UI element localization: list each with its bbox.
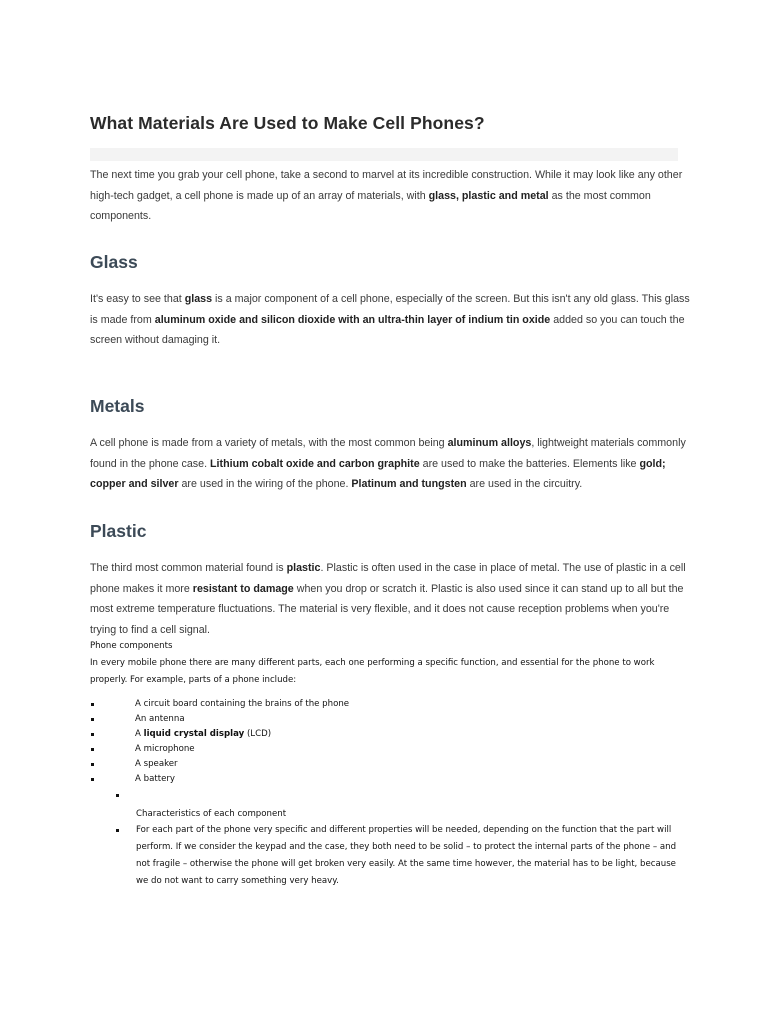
plastic-text-3: when you drop or scratch it. Plastic is also used since it can stand up to all but the most extreme temperature fluctuations. The material is very flexible, and it does not cause reception problems when you're trying to find a cell signal. [90,582,684,636]
square-bullet-icon [91,763,94,766]
metals-bold-4: Platinum and tungsten [351,478,467,490]
plastic-bold-1: plastic [286,562,321,574]
list-item-suffix: (LCD) [244,729,272,739]
list-item [0,742,700,757]
empty-sub-bullet-icon [116,794,119,797]
metals-text-1: A cell phone is made from a variety of metals, with the most common being [90,437,448,449]
list-item [0,772,700,787]
metals-heading: Metals [90,396,145,416]
list-item-label: A microphone [135,744,195,754]
metals-paragraph [90,433,690,495]
glass-text-2: is a major component of a cell phone, especially of the screen. But this isn't any old glass. This glass is made from [90,293,690,326]
list-item [0,697,700,712]
list-item-label [135,727,271,742]
square-bullet-icon [91,733,94,736]
list-item-label: An antenna [135,714,185,724]
list-item-prefix: A [135,729,144,739]
metals-bold-2: Lithium cobalt oxide and carbon graphite [210,457,420,470]
metals-bold-3: gold; copper and silver [90,457,666,490]
metals-bold-1: aluminum alloys [447,437,532,449]
intro-bold-1: glass, plastic and metal [428,189,549,202]
list-item-bold: liquid crystal display [143,729,245,739]
metals-text-5: are used in the circuitry. [466,478,583,490]
characteristics-heading: Characteristics of each component [136,809,287,819]
square-bullet-icon [116,829,119,832]
plastic-text-2: . Plastic is often used in the case in place of metal. The use of plastic in a cell phone makes it more [90,562,686,595]
list-item-label: A circuit board containing the brains of the phone [135,699,350,709]
shaded-divider [90,148,678,161]
intro-text-2: as the most common components. [90,189,651,222]
plastic-text-1: The third most common material found is [90,562,287,574]
intro-paragraph [90,165,690,227]
plastic-bold-2: resistant to damage [192,582,294,595]
square-bullet-icon [91,778,94,781]
components-heading: Phone components [90,641,173,651]
list-item [0,712,700,727]
list-item-label: A battery [135,774,175,784]
list-item-label: A speaker [135,759,178,769]
glass-bold-2: aluminum oxide and silicon dioxide with an ultra-thin layer of indium tin oxide [154,313,551,326]
square-bullet-icon [91,748,94,751]
metals-text-3: are used to make the batteries. Elements like [419,457,640,470]
intro-text-1: The next time you grab your cell phone, take a second to marvel at its incredible construction. While it may look like any other high-tech gadget, a cell phone is made up of an array of materials, with [90,169,683,202]
glass-text-3: added so you can touch the screen without damaging it. [90,313,685,346]
plastic-heading: Plastic [90,521,147,541]
characteristics-text: For each part of the phone very specific and different properties will be needed, depending on the function that the part will perform. If we consider the keypad and the case, they both need to be solid – to protect the internal parts of the phone – and not fragile – otherwise the phone will get broken very easily. At the same time however, the material has to be light, because we do not want to carry something very heavy. [136,825,677,886]
metals-text-2: , lightweight materials commonly found in the phone case. [90,437,686,470]
page-title: What Materials Are Used to Make Cell Phones? [90,113,485,133]
glass-text-1: It's easy to see that [90,293,185,305]
components-intro: In every mobile phone there are many different parts, each one performing a specific function, and essential for the phone to work properly. For example, parts of a phone include: [90,658,655,685]
list-item [0,757,700,772]
glass-paragraph [90,289,690,351]
glass-bold-1: glass [184,293,213,305]
list-item [0,727,700,742]
square-bullet-icon [91,718,94,721]
metals-text-4: are used in the wiring of the phone. [178,478,352,490]
glass-heading: Glass [90,252,138,272]
square-bullet-icon [91,703,94,706]
plastic-paragraph [90,558,690,640]
